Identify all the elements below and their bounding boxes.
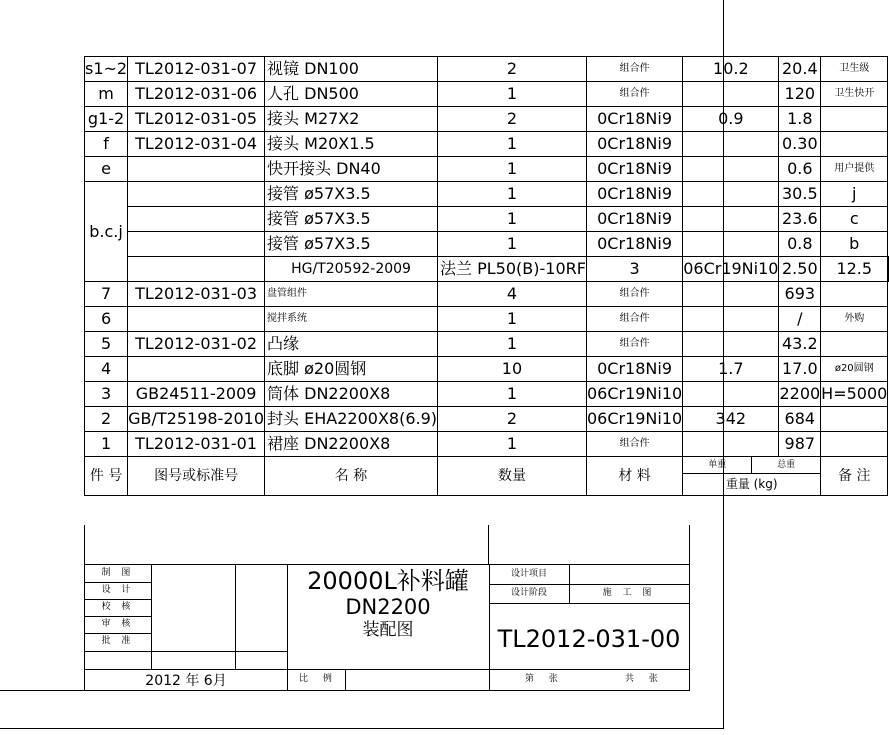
cell-item-no bbox=[128, 257, 265, 282]
cell-part-name: 接管 ø57X3.5 bbox=[265, 182, 438, 207]
cell-drawing-no: TL2012-031-06 bbox=[128, 82, 265, 107]
cell-material: 0Cr18Ni9 bbox=[586, 357, 682, 382]
project-label: 设计项目 bbox=[510, 569, 547, 579]
cell-unit-weight bbox=[683, 207, 779, 232]
cell-material: 0Cr18Ni9 bbox=[586, 132, 682, 157]
cell-qty: 1 bbox=[438, 182, 587, 207]
table-row bbox=[85, 357, 889, 382]
cell-item-no: b.c.j bbox=[85, 182, 128, 282]
cell-unit-weight bbox=[683, 132, 779, 157]
cell-drawing-no: GB24511-2009 bbox=[128, 382, 265, 407]
drawing-title-line-1: 20000L补料罐 bbox=[307, 567, 469, 595]
cell-item-no: 4 bbox=[85, 357, 128, 382]
cell-part-name: 搅拌系统 bbox=[265, 307, 438, 332]
cell-material: 组合件 bbox=[586, 307, 682, 332]
cell-drawing-no: HG/T20592-2009 bbox=[265, 257, 438, 282]
cell-item-no: s1~2 bbox=[85, 57, 128, 82]
header-material: 材 料 bbox=[586, 457, 682, 496]
cell-unit-weight bbox=[683, 382, 779, 407]
parts-list-body bbox=[85, 57, 889, 496]
cell-remarks bbox=[821, 407, 888, 432]
table-row bbox=[85, 407, 889, 432]
cell-item-no: 6 bbox=[85, 307, 128, 332]
cell-drawing-no: TL2012-031-02 bbox=[128, 332, 265, 357]
cell-unit-weight: 2.50 bbox=[779, 257, 821, 282]
header-item-no: 件 号 bbox=[85, 457, 128, 496]
cell-item-no: 1 bbox=[85, 432, 128, 457]
cell-material: 组合件 bbox=[586, 57, 682, 82]
cell-total-weight: 0.8 bbox=[779, 232, 821, 257]
cell-part-name: 凸缘 bbox=[265, 332, 438, 357]
cell-part-name: 封头 EHA2200X8(6.9) bbox=[265, 407, 438, 432]
cell-remarks bbox=[821, 332, 888, 357]
cell-drawing-no: TL2012-031-01 bbox=[128, 432, 265, 457]
cell-remarks: H=5000 bbox=[821, 382, 888, 407]
cell-part-name: 接管 ø57X3.5 bbox=[265, 207, 438, 232]
table-row bbox=[85, 132, 889, 157]
cell-part-name: 视镜 DN100 bbox=[265, 57, 438, 82]
cell-remarks: b bbox=[821, 232, 888, 257]
cell-qty: 1 bbox=[438, 132, 587, 157]
parts-list-header bbox=[85, 457, 889, 496]
cell-part-name: 接头 M20X1.5 bbox=[265, 132, 438, 157]
cell-item-no: 3 bbox=[85, 382, 128, 407]
cell-qty: 1 bbox=[438, 157, 587, 182]
cell-unit-weight bbox=[683, 157, 779, 182]
cell-qty: 1 bbox=[438, 207, 587, 232]
cell-unit-weight: 342 bbox=[683, 407, 779, 432]
cell-total-weight: / bbox=[779, 307, 821, 332]
cell-part-name: 底脚 ø20圆钢 bbox=[265, 357, 438, 382]
cell-qty: 1 bbox=[438, 232, 587, 257]
cell-remarks: 卫生级 bbox=[821, 57, 888, 82]
cell-total-weight: 0.6 bbox=[779, 157, 821, 182]
cell-remarks bbox=[821, 132, 888, 157]
cell-remarks: 用户提供 bbox=[821, 157, 888, 182]
cell-total-weight: 987 bbox=[779, 432, 821, 457]
header-qty: 数量 bbox=[438, 457, 587, 496]
scale-label: 比 例 bbox=[299, 674, 338, 684]
role-drafter: 制 图 bbox=[101, 568, 135, 578]
cell-material: 组合件 bbox=[586, 282, 682, 307]
title-block bbox=[84, 564, 690, 691]
cell-material: 0Cr18Ni9 bbox=[586, 207, 682, 232]
cell-qty: 10 bbox=[438, 357, 587, 382]
sheet-label: 第 张 bbox=[525, 674, 564, 684]
cell-unit-weight bbox=[683, 282, 779, 307]
cell-unit-weight: 0.9 bbox=[683, 107, 779, 132]
cell-material: 06Cr19Ni10 bbox=[586, 382, 682, 407]
cell-qty: 4 bbox=[438, 282, 587, 307]
role-checker: 校 核 bbox=[101, 602, 135, 612]
cell-part-name: 盘管组件 bbox=[265, 282, 438, 307]
cell-remarks: ø20圆钢 bbox=[821, 357, 888, 382]
stage-value: 施 工 图 bbox=[602, 588, 656, 598]
header-weight bbox=[683, 457, 821, 496]
cell-unit-weight bbox=[683, 307, 779, 332]
table-row bbox=[85, 107, 889, 132]
table-row bbox=[85, 307, 889, 332]
cell-unit-weight: 1.7 bbox=[683, 357, 779, 382]
cell-unit-weight bbox=[683, 332, 779, 357]
total-sheets-label: 共 张 bbox=[625, 674, 664, 684]
cell-drawing-no bbox=[128, 357, 265, 382]
cell-total-weight: 23.6 bbox=[779, 207, 821, 232]
cell-part-name: 筒体 DN2200X8 bbox=[265, 382, 438, 407]
drawing-title bbox=[287, 567, 489, 641]
cell-drawing-no: TL2012-031-04 bbox=[128, 132, 265, 157]
cell-total-weight: 17.0 bbox=[779, 357, 821, 382]
cell-part-name: 接头 M27X2 bbox=[265, 107, 438, 132]
cell-item-no: e bbox=[85, 157, 128, 182]
cell-item-no: 7 bbox=[85, 282, 128, 307]
table-row bbox=[85, 57, 889, 82]
cell-total-weight: 2200 bbox=[779, 382, 821, 407]
cell-remarks bbox=[821, 282, 888, 307]
header-drawing-no: 图号或标准号 bbox=[128, 457, 265, 496]
drawing-frame-edge bbox=[0, 690, 84, 691]
table-row bbox=[85, 382, 889, 407]
cell-material: 组合件 bbox=[586, 332, 682, 357]
cell-part-name: 快开接头 DN40 bbox=[265, 157, 438, 182]
cell-total-weight: 20.4 bbox=[779, 57, 821, 82]
cell-total-weight: 693 bbox=[779, 282, 821, 307]
table-row bbox=[85, 157, 889, 182]
cell-qty: 1 bbox=[438, 382, 587, 407]
cell-material: 0Cr18Ni9 bbox=[586, 232, 682, 257]
cell-unit-weight: 10.2 bbox=[683, 57, 779, 82]
cell-qty: 2 bbox=[438, 107, 587, 132]
cell-part-name: 裙座 DN2200X8 bbox=[265, 432, 438, 457]
cell-material: 0Cr18Ni9 bbox=[586, 107, 682, 132]
cell-total-weight: 43.2 bbox=[779, 332, 821, 357]
role-reviewer: 审 核 bbox=[101, 619, 135, 629]
table-row bbox=[85, 282, 889, 307]
cell-remarks bbox=[821, 107, 888, 132]
header-unit-weight: 单重 bbox=[683, 457, 752, 473]
cell-item-no: m bbox=[85, 82, 128, 107]
table-row bbox=[85, 257, 889, 282]
cell-total-weight: 684 bbox=[779, 407, 821, 432]
cell-qty: 1 bbox=[438, 82, 587, 107]
cell-unit-weight bbox=[683, 232, 779, 257]
cell-part-name: 人孔 DN500 bbox=[265, 82, 438, 107]
cell-qty: 2 bbox=[438, 407, 587, 432]
cell-part-name: 法兰 PL50(B)-10RF bbox=[438, 257, 587, 282]
table-row bbox=[85, 232, 889, 257]
drawing-date: 2012 年 6月 bbox=[145, 673, 227, 689]
cell-remarks: 卫生快开 bbox=[821, 82, 888, 107]
cell-unit-weight bbox=[683, 182, 779, 207]
cell-material: 06Cr19Ni10 bbox=[586, 407, 682, 432]
cell-remarks: j bbox=[821, 182, 888, 207]
blank-row bbox=[84, 525, 690, 564]
drawing-title-line-3: 装配图 bbox=[362, 620, 414, 640]
cell-material: 06Cr19Ni10 bbox=[683, 257, 779, 282]
cell-total-weight: 12.5 bbox=[821, 257, 888, 282]
table-row bbox=[85, 182, 889, 207]
cell-drawing-no bbox=[128, 207, 265, 232]
cell-qty: 1 bbox=[438, 432, 587, 457]
cell-material: 0Cr18Ni9 bbox=[586, 182, 682, 207]
table-row bbox=[85, 82, 889, 107]
cell-total-weight: 1.8 bbox=[779, 107, 821, 132]
cell-item-no: 5 bbox=[85, 332, 128, 357]
cell-unit-weight bbox=[683, 432, 779, 457]
cell-drawing-no bbox=[128, 307, 265, 332]
cell-item-no: f bbox=[85, 132, 128, 157]
header-total-weight: 总重 bbox=[777, 460, 796, 470]
cell-remarks: 外购 bbox=[821, 307, 888, 332]
cell-remarks: c bbox=[821, 207, 888, 232]
cell-drawing-no: GB/T25198-2010 bbox=[128, 407, 265, 432]
table-row bbox=[85, 332, 889, 357]
cell-drawing-no bbox=[128, 182, 265, 207]
cell-drawing-no bbox=[128, 157, 265, 182]
cell-drawing-no bbox=[128, 232, 265, 257]
cell-qty: 2 bbox=[438, 57, 587, 82]
parts-list-table bbox=[84, 56, 889, 496]
cell-part-name: 接管 ø57X3.5 bbox=[265, 232, 438, 257]
cell-drawing-no: TL2012-031-07 bbox=[128, 57, 265, 82]
cell-total-weight: 120 bbox=[779, 82, 821, 107]
drawing-title-line-2: DN2200 bbox=[345, 595, 431, 619]
cell-qty: 1 bbox=[438, 332, 587, 357]
cell-item-no: 2 bbox=[85, 407, 128, 432]
cell-unit-weight bbox=[683, 82, 779, 107]
cell-drawing-no: TL2012-031-03 bbox=[128, 282, 265, 307]
cell-material: 组合件 bbox=[586, 82, 682, 107]
header-weight-kg: 重量 (kg) bbox=[725, 477, 778, 491]
blank-row-divider bbox=[488, 525, 489, 564]
drawing-number: TL2012-031-00 bbox=[497, 625, 681, 653]
table-row bbox=[85, 432, 889, 457]
cell-material: 0Cr18Ni9 bbox=[586, 157, 682, 182]
cell-remarks bbox=[821, 432, 888, 457]
cell-drawing-no: TL2012-031-05 bbox=[128, 107, 265, 132]
header-name: 名 称 bbox=[265, 457, 438, 496]
table-row bbox=[85, 207, 889, 232]
role-designer: 设 计 bbox=[101, 585, 135, 595]
drawing-frame-bottom bbox=[0, 728, 724, 729]
cell-qty: 1 bbox=[438, 307, 587, 332]
cell-total-weight: 0.30 bbox=[779, 132, 821, 157]
cell-total-weight: 30.5 bbox=[779, 182, 821, 207]
cell-item-no: g1-2 bbox=[85, 107, 128, 132]
cell-qty: 3 bbox=[586, 257, 682, 282]
stage-label: 设计阶段 bbox=[510, 588, 547, 598]
role-approver: 批 准 bbox=[101, 636, 135, 646]
cell-material: 组合件 bbox=[586, 432, 682, 457]
header-remarks: 备 注 bbox=[821, 457, 888, 496]
